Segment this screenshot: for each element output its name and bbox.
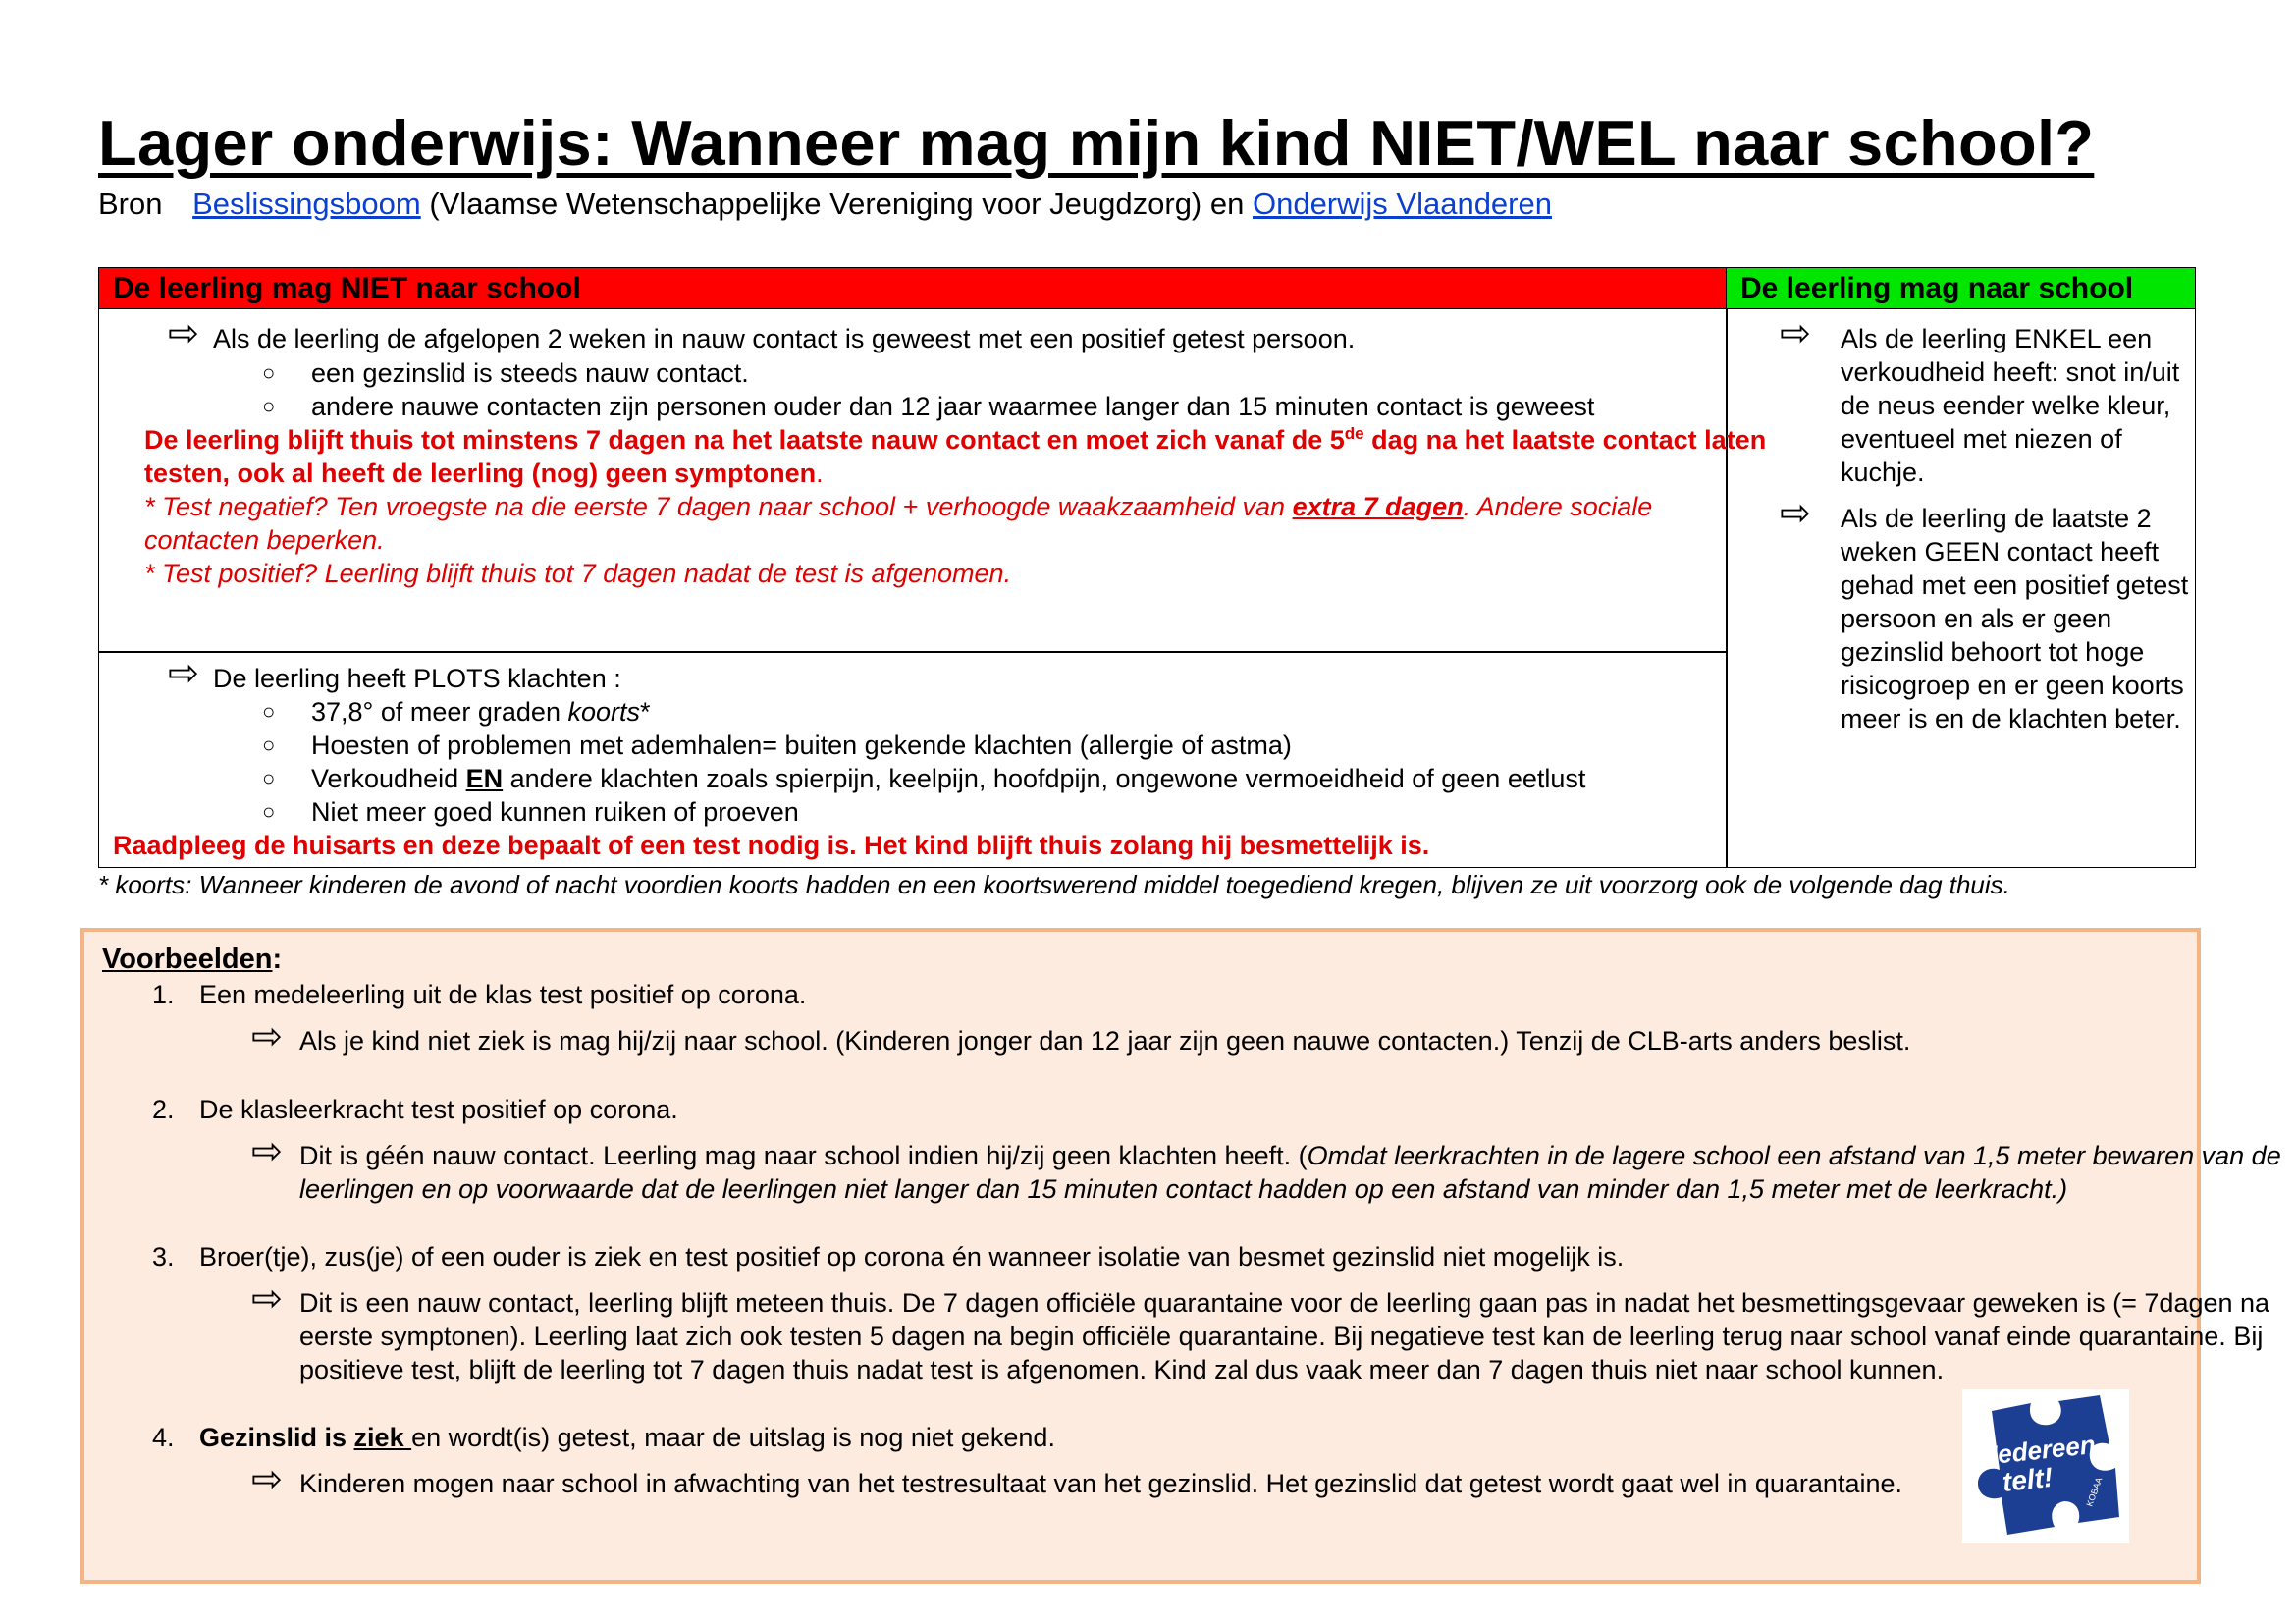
allowed-2-line-5: gezinslid behoort tot hoge xyxy=(1841,637,2145,667)
row-divider xyxy=(99,651,1727,653)
allowed-1-line-5: kuchje. xyxy=(1841,458,1925,487)
allowed-2-line-3: gehad met een positief getest xyxy=(1841,570,2189,600)
example-2-text: De klasleerkracht test positief op corona. xyxy=(199,1095,678,1124)
contact-rule-line-1: De leerling blijft thuis tot minstens 7 dagen na het laatste nauw contact en moet zich vanaf de 5de dag na het laatste contact laten xyxy=(144,424,1767,455)
right-arrow-icon: ⇨ xyxy=(251,1278,283,1320)
right-arrow-icon: ⇨ xyxy=(168,653,199,694)
symptom-fever: 37,8° of meer graden koorts* xyxy=(311,697,651,727)
circle-bullet-icon: ○ xyxy=(262,394,276,418)
examples-box xyxy=(80,928,2281,1584)
circle-bullet-icon: ○ xyxy=(262,360,276,385)
svg-text:Iedereen: Iedereen xyxy=(1989,1429,2097,1470)
svg-text:telt!: telt! xyxy=(2001,1461,2055,1497)
example-2-answer-line-2: leerlingen en op voorwaarde dat de leerlingen niet langer dan 15 minuten contact hadden op een afstand van minder dan 1,5 meter met de leerkracht.) xyxy=(299,1174,2068,1204)
allowed-1-line-3: de neus eender welke kleur, xyxy=(1841,391,2171,420)
contact-bullet-2: andere nauwe contacten zijn personen ouder dan 12 jaar waarmee langer dan 15 minuten contact is geweest xyxy=(311,392,1595,421)
allowed-1-line-4: eventueel met niezen of xyxy=(1841,424,2122,454)
symptom-cough: Hoesten of problemen met ademhalen= buiten gekende klachten (allergie of astma) xyxy=(311,731,1292,760)
header-not-allowed xyxy=(99,268,1727,309)
right-arrow-icon: ⇨ xyxy=(251,1459,283,1500)
test-positive-line: * Test positief? Leerling blijft thuis tot 7 dagen nadat de test is afgenomen. xyxy=(144,559,1012,588)
header-not-allowed-label: De leerling mag NIET naar school xyxy=(113,272,581,304)
page-title: Lager onderwijs: Wanneer mag mijn kind NIET/WEL naar school? xyxy=(98,107,2095,179)
link-onderwijs-vlaanderen[interactable]: Onderwijs Vlaanderen xyxy=(1252,187,1552,221)
column-divider xyxy=(1726,309,1728,867)
right-arrow-icon: ⇨ xyxy=(251,1131,283,1172)
header-allowed xyxy=(1727,268,2195,309)
symptoms-intro: De leerling heeft PLOTS klachten : xyxy=(213,664,621,693)
header-allowed-label: De leerling mag naar school xyxy=(1740,272,2134,304)
source-mid: (Vlaamse Wetenschappelijke Vereniging voor Jeugdzorg) en xyxy=(420,187,1253,221)
right-arrow-icon: ⇨ xyxy=(1780,313,1811,354)
right-arrow-icon: ⇨ xyxy=(168,313,199,354)
contact-intro: Als de leerling de afgelopen 2 weken in nauw contact is geweest met een positief getest persoon. xyxy=(213,324,1356,353)
source-label: Bron xyxy=(98,187,163,221)
circle-bullet-icon: ○ xyxy=(262,732,276,757)
right-arrow-icon: ⇨ xyxy=(1780,493,1811,534)
allowed-1-line-2: verkoudheid heeft: snot in/uit xyxy=(1841,357,2180,387)
contact-rule-line-2: testen, ook al heeft de leerling (nog) geen symptonen. xyxy=(144,459,824,488)
example-number: 4. xyxy=(152,1423,175,1452)
iedereen-telt-logo xyxy=(1962,1389,2129,1543)
allowed-2-line-6: risicogroep en er geen koorts xyxy=(1841,671,2184,700)
examples-title: Voorbeelden: xyxy=(102,944,283,975)
link-beslissingsboom[interactable]: Beslissingsboom xyxy=(192,187,421,221)
allowed-2-line-2: weken GEEN contact heeft xyxy=(1841,537,2160,567)
example-4-answer: Kinderen mogen naar school in afwachting van het testresultaat van het gezinslid. Het gezinslid dat getest wordt gaat wel in quarantaine. xyxy=(299,1469,1902,1498)
circle-bullet-icon: ○ xyxy=(262,799,276,824)
example-2-answer-line-1: Dit is géén nauw contact. Leerling mag naar school indien hij/zij geen klachten heeft. (Omdat leerkrachten in de lagere school een afstand van 1,5 meter bewaren van de xyxy=(299,1141,2281,1170)
decision-table xyxy=(98,267,2196,868)
fever-footnote: * koorts: Wanneer kinderen de avond of nacht voordien koorts hadden en een koortswerend middel toegediend kregen, blijven ze uit voorzorg ook de volgende dag thuis. xyxy=(98,870,2010,899)
test-negative-line-2: contacten beperken. xyxy=(144,525,385,555)
example-3-text: Broer(tje), zus(je) of een ouder is ziek en test positief op corona én wanneer isolatie van besmet gezinslid niet mogelijk is. xyxy=(199,1242,1625,1272)
example-1-text: Een medeleerling uit de klas test positief op corona. xyxy=(199,980,807,1009)
contact-bullet-1: een gezinslid is steeds nauw contact. xyxy=(311,358,749,388)
example-number: 1. xyxy=(152,980,175,1009)
circle-bullet-icon: ○ xyxy=(262,699,276,724)
test-negative-line-1: * Test negatief? Ten vroegste na die eerste 7 dagen naar school + verhoogde waakzaamheid van extra 7 dagen. Andere sociale xyxy=(144,492,1653,521)
example-number: 2. xyxy=(152,1095,175,1124)
example-3-answer-line-1: Dit is een nauw contact, leerling blijft meteen thuis. De 7 dagen officiële quarantaine voor de leerling gaan pas in nadat het besmettingsgevaar geweken is (= 7dagen na xyxy=(299,1288,2270,1318)
allowed-1-line-1: Als de leerling ENKEL een xyxy=(1841,324,2153,353)
symptom-smell-taste: Niet meer goed kunnen ruiken of proeven xyxy=(311,797,799,827)
example-3-answer-line-2: eerste symptonen). Leerling laat zich ook testen 5 dagen na begin officiële quarantaine. Bij negatieve test kan de leerling terug naar school vanaf einde quarantaine. Bij xyxy=(299,1322,2264,1351)
example-3-answer-line-3: positieve test, blijft de leerling tot 7 dagen thuis nadat test is afgenomen. Kind zal dus vaak meer dan 7 dagen thuis niet naar school kunnen. xyxy=(299,1355,1945,1384)
svg-text:KOBAA: KOBAA xyxy=(2084,1476,2105,1508)
allowed-2-line-4: persoon en als er geen xyxy=(1841,604,2112,633)
puzzle-piece-icon xyxy=(1962,1389,2129,1543)
example-number: 3. xyxy=(152,1242,175,1272)
example-1-answer: Als je kind niet ziek is mag hij/zij naar school. (Kinderen jonger dan 12 jaar zijn geen nauwe contacten.) Tenzij de CLB-arts anders beslist. xyxy=(299,1026,1911,1056)
right-arrow-icon: ⇨ xyxy=(251,1016,283,1057)
source-line xyxy=(98,187,1552,222)
allowed-2-line-1: Als de leerling de laatste 2 xyxy=(1841,504,2152,533)
symptoms-rule: Raadpleeg de huisarts en deze bepaalt of een test nodig is. Het kind blijft thuis zolang hij besmettelijk is. xyxy=(113,831,1430,860)
circle-bullet-icon: ○ xyxy=(262,766,276,790)
example-4-text: Gezinslid is ziek en wordt(is) getest, maar de uitslag is nog niet gekend. xyxy=(199,1423,1055,1452)
allowed-2-line-7: meer is en de klachten beter. xyxy=(1841,704,2181,733)
symptom-cold: Verkoudheid EN andere klachten zoals spierpijn, keelpijn, hoofdpijn, ongewone vermoeidheid of geen eetlust xyxy=(311,764,1586,793)
